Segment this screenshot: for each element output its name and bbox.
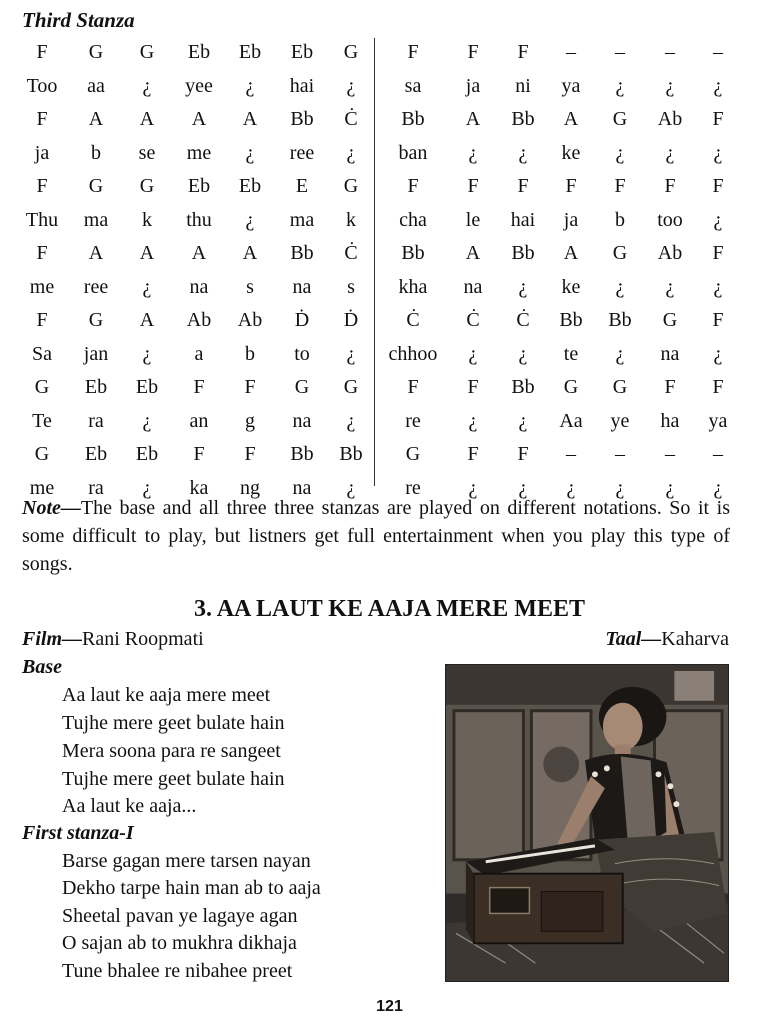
lyric-cell: cha: [399, 208, 427, 231]
lyric-cell: hai: [289, 74, 315, 97]
note-cell: A: [139, 242, 155, 264]
note-cell: A: [242, 108, 258, 130]
lyric-cell: ¿: [245, 74, 255, 97]
note-cell: F: [712, 175, 724, 197]
lyric-cell: ¿: [518, 409, 528, 432]
lyric-cell: ¿: [615, 342, 625, 365]
lyric-cell: ¿: [518, 342, 528, 365]
note-cell: F: [36, 108, 48, 130]
note-cell: Bb: [511, 242, 535, 264]
note-cell: Bb: [290, 443, 314, 465]
note-cell: Bb: [401, 108, 425, 130]
notation-row: [18, 103, 760, 137]
lyric-cell: ma: [83, 208, 109, 231]
lyric-cell: ¿: [142, 74, 152, 97]
note-cell: Eb: [135, 376, 159, 398]
lyric-cell: ¿: [665, 141, 675, 164]
notation-row: [18, 304, 760, 338]
lyric-cell: re: [405, 409, 421, 432]
note-cell: Eb: [187, 41, 211, 63]
note-cell: F: [407, 376, 419, 398]
note-cell: F: [193, 443, 205, 465]
base-heading: Base: [22, 656, 62, 678]
note-cell: G: [612, 376, 628, 398]
note-cell: Eb: [84, 443, 108, 465]
note-cell: F: [407, 175, 419, 197]
note-cell: F: [467, 41, 479, 63]
lyric-cell: ya: [561, 74, 581, 97]
note-cell: Eb: [84, 376, 108, 398]
note-cell: –: [615, 443, 625, 465]
lyric-cell: ¿: [665, 74, 675, 97]
lyric-cell: ¿: [665, 476, 675, 499]
note-cell: –: [566, 41, 576, 63]
lyric-cell: ¿: [346, 342, 356, 365]
lyric-line: Tujhe mere geet bulate hain: [62, 768, 285, 790]
note-cell: Bb: [511, 376, 535, 398]
lyric-cell: b: [245, 342, 255, 365]
note-cell: G: [343, 175, 359, 197]
note-cell: F: [517, 175, 529, 197]
note-cell: A: [191, 108, 207, 130]
note-paragraph: [22, 494, 730, 578]
lyric-cell: ¿: [615, 476, 625, 499]
note-cell: A: [242, 242, 258, 264]
film-line: [22, 628, 204, 651]
note-cell: –: [566, 443, 576, 465]
note-cell: F: [712, 108, 724, 130]
note-cell: F: [517, 41, 529, 63]
harmonium-player-photo: [445, 664, 729, 982]
lyric-cell: g: [245, 409, 255, 432]
note-cell: G: [139, 175, 155, 197]
note-cell: A: [563, 108, 579, 130]
lyric-line: Aa laut ke aaja...: [62, 795, 197, 817]
lyric-cell: chhoo: [388, 342, 438, 365]
lyric-cell: ¿: [142, 342, 152, 365]
lyric-cell: ¿: [245, 141, 255, 164]
lyric-cell: ree: [83, 275, 109, 298]
note-cell: Eb: [135, 443, 159, 465]
lyric-cell: ma: [289, 208, 315, 231]
note-cell: A: [563, 242, 579, 264]
notation-row: [18, 137, 760, 171]
lyric-cell: b: [91, 141, 101, 164]
lyric-cell: ¿: [142, 275, 152, 298]
lyric-cell: ja: [34, 141, 50, 164]
note-cell: G: [88, 175, 104, 197]
note-cell: F: [664, 376, 676, 398]
lyric-cell: me: [29, 275, 55, 298]
lyric-cell: ¿: [615, 141, 625, 164]
note-cell: Ċ: [406, 309, 420, 331]
note-cell: F: [712, 376, 724, 398]
note-cell: G: [34, 376, 50, 398]
lyric-cell: se: [138, 141, 156, 164]
film-value: Rani Roopmati: [82, 628, 204, 650]
note-cell: Ċ: [344, 108, 358, 130]
note-cell: Bb: [339, 443, 363, 465]
note-cell: Eb: [238, 41, 262, 63]
lyric-line: O sajan ab to mukhra dikhaja: [62, 932, 297, 954]
note-cell: Ċ: [466, 309, 480, 331]
lyric-cell: na: [292, 409, 312, 432]
note-cell: A: [191, 242, 207, 264]
notation-row: [18, 271, 760, 305]
note-cell: G: [662, 309, 678, 331]
lyric-cell: Thu: [25, 208, 59, 231]
note-cell: G: [612, 108, 628, 130]
notation-row: [18, 237, 760, 271]
lyric-cell: ¿: [615, 74, 625, 97]
lyric-cell: ¿: [518, 275, 528, 298]
note-cell: F: [36, 175, 48, 197]
note-cell: F: [36, 41, 48, 63]
note-cell: A: [465, 242, 481, 264]
lyric-cell: ban: [398, 141, 428, 164]
lyric-cell: yee: [185, 74, 213, 97]
lyric-cell: le: [465, 208, 481, 231]
note-cell: F: [467, 376, 479, 398]
lyric-cell: ng: [240, 476, 260, 499]
note-cell: Ab: [657, 108, 683, 130]
note-cell: Ċ: [516, 309, 530, 331]
first-stanza-heading: First stanza-I: [22, 822, 134, 844]
lyric-cell: hai: [510, 208, 536, 231]
note-cell: E: [295, 175, 309, 197]
lyric-cell: re: [405, 476, 421, 499]
note-cell: A: [139, 309, 155, 331]
note-cell: F: [36, 242, 48, 264]
lyric-cell: ree: [289, 141, 315, 164]
lyric-cell: me: [29, 476, 55, 499]
notation-row: [18, 338, 760, 372]
lyric-cell: ke: [561, 275, 581, 298]
lyric-cell: na: [292, 275, 312, 298]
lyric-cell: ¿: [713, 476, 723, 499]
lyric-cell: na: [463, 275, 483, 298]
lyric-cell: s: [246, 275, 254, 298]
bar-divider: [374, 38, 375, 486]
lyric-cell: ¿: [615, 275, 625, 298]
lyric-cell: jan: [83, 342, 109, 365]
lyric-line: Tune bhalee re nibahee preet: [62, 960, 293, 982]
song-title: 3. AA LAUT KE AAJA MERE MEET: [194, 596, 585, 622]
lyric-line: Aa laut ke aaja mere meet: [62, 684, 271, 706]
lyric-cell: ¿: [566, 476, 576, 499]
note-cell: Eb: [238, 175, 262, 197]
note-cell: Bb: [290, 108, 314, 130]
lyric-cell: ha: [660, 409, 680, 432]
note-label: Note—: [22, 497, 81, 519]
note-cell: F: [614, 175, 626, 197]
lyric-cell: ¿: [468, 141, 478, 164]
stanza-heading: Third Stanza: [22, 8, 135, 32]
lyric-cell: ja: [563, 208, 579, 231]
note-cell: F: [407, 41, 419, 63]
lyric-cell: s: [347, 275, 355, 298]
note-cell: Eb: [290, 41, 314, 63]
note-cell: F: [664, 175, 676, 197]
lyric-cell: thu: [186, 208, 212, 231]
note-cell: F: [244, 376, 256, 398]
note-cell: G: [88, 41, 104, 63]
lyric-cell: na: [189, 275, 209, 298]
note-cell: Bb: [608, 309, 632, 331]
note-cell: A: [88, 242, 104, 264]
note-cell: F: [467, 175, 479, 197]
note-cell: G: [343, 376, 359, 398]
lyric-cell: ¿: [713, 275, 723, 298]
notation-row: [18, 438, 760, 472]
note-cell: Bb: [290, 242, 314, 264]
lyric-cell: ¿: [518, 141, 528, 164]
notation-row: [18, 405, 760, 439]
notation-row: [18, 204, 760, 238]
lyric-cell: ¿: [518, 476, 528, 499]
note-cell: G: [343, 41, 359, 63]
note-cell: Bb: [559, 309, 583, 331]
notation-table: [18, 36, 760, 505]
lyric-cell: an: [189, 409, 209, 432]
note-cell: –: [665, 41, 675, 63]
note-cell: F: [467, 443, 479, 465]
note-cell: Ḋ: [343, 309, 359, 331]
note-cell: –: [713, 443, 723, 465]
note-cell: F: [517, 443, 529, 465]
note-cell: A: [139, 108, 155, 130]
lyric-cell: ¿: [713, 208, 723, 231]
note-cell: Ḋ: [294, 309, 310, 331]
lyric-cell: ¿: [713, 342, 723, 365]
lyric-cell: sa: [404, 74, 422, 97]
lyric-line: Tujhe mere geet bulate hain: [62, 712, 285, 734]
note-cell: Eb: [187, 175, 211, 197]
notation-row: [18, 36, 760, 70]
lyric-line: Mera soona para re sangeet: [62, 740, 281, 762]
lyric-cell: b: [615, 208, 625, 231]
note-cell: A: [88, 108, 104, 130]
note-cell: Ab: [657, 242, 683, 264]
lyric-cell: too: [657, 208, 683, 231]
lyric-cell: Te: [32, 409, 52, 432]
lyric-cell: Sa: [32, 342, 52, 365]
lyric-cell: ra: [88, 476, 104, 499]
lyric-cell: Too: [26, 74, 58, 97]
lyric-cell: ni: [515, 74, 531, 97]
note-cell: –: [713, 41, 723, 63]
lyric-line: Sheetal pavan ye lagaye agan: [62, 905, 298, 927]
note-cell: Ċ: [344, 242, 358, 264]
lyric-cell: ¿: [245, 208, 255, 231]
note-cell: –: [665, 443, 675, 465]
lyric-cell: ye: [610, 409, 630, 432]
lyric-cell: kha: [398, 275, 428, 298]
lyric-cell: ¿: [713, 74, 723, 97]
taal-value: Kaharva: [661, 628, 729, 650]
note-cell: G: [405, 443, 421, 465]
note-cell: F: [712, 242, 724, 264]
lyric-cell: ¿: [665, 275, 675, 298]
lyric-cell: ya: [708, 409, 728, 432]
note-cell: F: [193, 376, 205, 398]
lyric-line: Dekho tarpe hain man ab to aaja: [62, 877, 321, 899]
note-cell: Ab: [186, 309, 212, 331]
lyric-cell: ¿: [713, 141, 723, 164]
note-cell: G: [563, 376, 579, 398]
note-cell: G: [612, 242, 628, 264]
lyric-cell: a: [194, 342, 204, 365]
lyric-cell: ¿: [142, 476, 152, 499]
lyric-cell: ¿: [468, 409, 478, 432]
lyric-cell: ¿: [346, 74, 356, 97]
note-cell: G: [88, 309, 104, 331]
note-cell: –: [615, 41, 625, 63]
lyric-cell: ¿: [346, 141, 356, 164]
lyric-cell: ra: [88, 409, 104, 432]
note-cell: Bb: [401, 242, 425, 264]
note-cell: G: [294, 376, 310, 398]
lyric-cell: ¿: [468, 476, 478, 499]
note-cell: Bb: [511, 108, 535, 130]
notation-row: [18, 70, 760, 104]
note-text: The base and all three three stanzas are played on different notations. So it is some difficult to play, but listners get full entertainment when you play this type of songs.: [22, 497, 730, 575]
notation-row: [18, 371, 760, 405]
film-label: Film—: [22, 628, 83, 650]
lyric-cell: na: [292, 476, 312, 499]
taal-line: [605, 628, 729, 651]
lyric-cell: to: [294, 342, 310, 365]
note-cell: F: [565, 175, 577, 197]
lyric-cell: me: [186, 141, 212, 164]
page-number: 121: [376, 998, 403, 1015]
lyric-cell: ja: [465, 74, 481, 97]
taal-label: Taal—: [605, 628, 662, 650]
note-cell: G: [34, 443, 50, 465]
lyric-cell: ¿: [346, 409, 356, 432]
note-cell: F: [36, 309, 48, 331]
note-cell: F: [244, 443, 256, 465]
lyric-cell: ¿: [142, 409, 152, 432]
lyric-cell: ka: [189, 476, 209, 499]
lyric-cell: ¿: [468, 342, 478, 365]
lyric-cell: k: [142, 208, 152, 231]
lyric-cell: ke: [561, 141, 581, 164]
note-cell: F: [712, 309, 724, 331]
lyric-line: Barse gagan mere tarsen nayan: [62, 850, 311, 872]
lyric-cell: k: [346, 208, 356, 231]
lyric-cell: te: [563, 342, 579, 365]
note-cell: G: [139, 41, 155, 63]
lyric-cell: ¿: [346, 476, 356, 499]
lyric-cell: na: [660, 342, 680, 365]
notation-row: [18, 170, 760, 204]
note-cell: A: [465, 108, 481, 130]
lyric-cell: aa: [87, 74, 105, 97]
note-cell: Ab: [237, 309, 263, 331]
lyric-cell: Aa: [559, 409, 583, 432]
